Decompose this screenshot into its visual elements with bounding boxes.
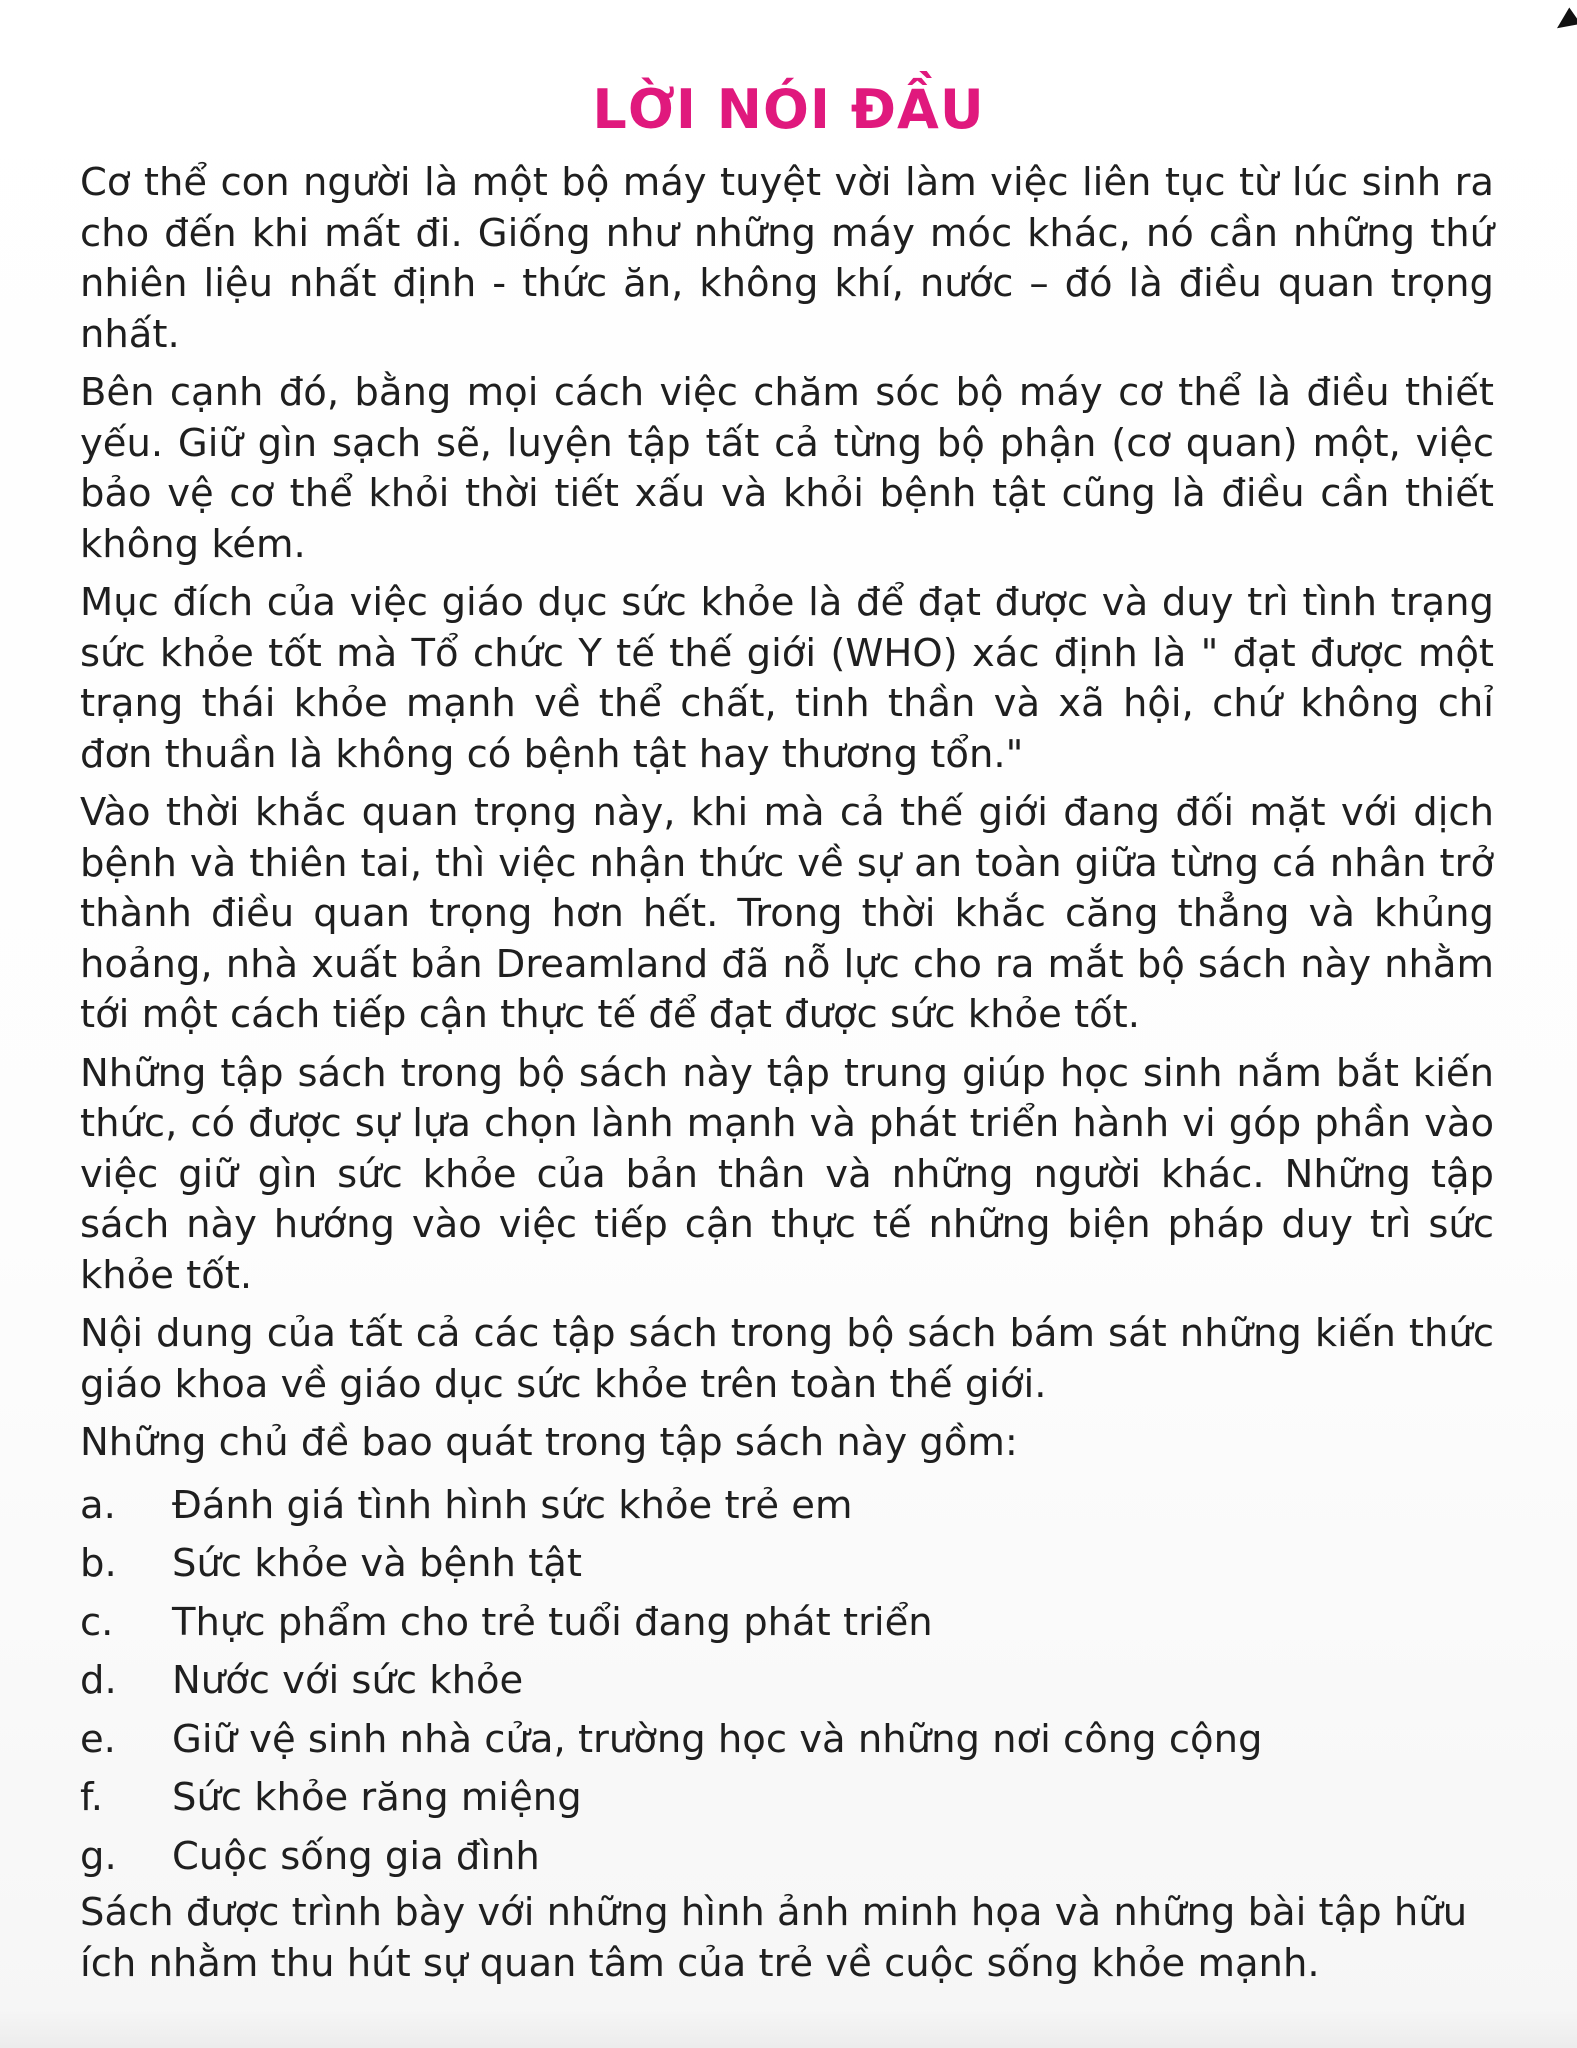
- list-marker: a.: [80, 1482, 116, 1528]
- list-item-text: Sức khỏe răng miệng: [172, 1775, 582, 1820]
- list-marker: e.: [80, 1716, 116, 1762]
- list-marker: f.: [80, 1775, 103, 1820]
- list-marker: d.: [80, 1658, 117, 1703]
- page-title: LỜI NÓI ĐẦU: [592, 78, 985, 141]
- list-marker: c.: [80, 1599, 114, 1645]
- paragraph-1: Cơ thể con người là một bộ máy tuyệt vời làm việc liên tục từ lúc sinh ra cho đến khi mất đi. Giống như những máy móc khác, nó cần những thứ nhiên liệu nhất định - thức ăn, không khí, nước – đó là điều quan trọng nhất.: [80, 160, 1494, 357]
- list-marker: b.: [80, 1541, 117, 1586]
- paragraph-2: Bên cạnh đó, bằng mọi cách việc chăm sóc bộ máy cơ thể là điều thiết yếu. Giữ gìn sạch sẽ, luyện tập tất cả từng bộ phận (cơ quan) một, việc bảo vệ cơ thể khỏi thời tiết xấu và khỏi bệnh tật cũng là điều cần thiết không kém.: [80, 370, 1494, 567]
- list-marker: g.: [80, 1833, 117, 1879]
- list-item: [80, 1769, 1494, 1828]
- paragraph-4: Vào thời khắc quan trọng này, khi mà cả thế giới đang đối mặt với dịch bệnh và thiên tai, thì việc nhận thức về sự an toàn giữa từng cá nhân trở thành điều quan trọng hơn hết. Trong thời khắc căng thẳng và khủng hoảng, nhà xuất bản Dreamland đã nỗ lực cho ra mắt bộ sách này nhằm tới một cách tiếp cận thực tế để đạt được sức khỏe tốt.: [80, 790, 1494, 1037]
- closing-paragraph: Sách được trình bày với những hình ảnh minh họa và những bài tập hữu ích nhằm thu hút sự quan tâm của trẻ về cuộc sống khỏe mạnh.: [80, 1890, 1468, 1986]
- list-item-text: Thực phẩm cho trẻ tuổi đang phát triển: [172, 1599, 933, 1645]
- preface-body: [80, 158, 1494, 1989]
- list-item: [80, 1477, 1494, 1536]
- topics-list: [80, 1477, 1494, 1887]
- list-item: [80, 1535, 1494, 1594]
- list-item-text: Cuộc sống gia đình: [172, 1833, 540, 1879]
- paragraph-3: Mục đích của việc giáo dục sức khỏe là để đạt được và duy trì tình trạng sức khỏe tốt mà Tổ chức Y tế thế giới (WHO) xác định là " đạt được một trạng thái khỏe mạnh về thể chất, tinh thần và xã hội, chứ không chỉ đơn thuần là không có bệnh tật hay thương tổn.": [80, 580, 1494, 777]
- list-item-text: Sức khỏe và bệnh tật: [172, 1541, 582, 1586]
- list-item: [80, 1594, 1494, 1653]
- list-item-text: Giữ vệ sinh nhà cửa, trường học và những nơi công cộng: [172, 1716, 1263, 1762]
- page-bottom-shadow: [0, 2008, 1577, 2048]
- list-item-text: Đánh giá tình hình sức khỏe trẻ em: [172, 1482, 853, 1528]
- list-item: [80, 1711, 1494, 1770]
- paragraph-6: Nội dung của tất cả các tập sách trong bộ sách bám sát những kiến thức giáo khoa về giáo dục sức khỏe trên toàn thế giới.: [80, 1311, 1494, 1407]
- list-item: [80, 1652, 1494, 1711]
- list-item-text: Nước với sức khỏe: [172, 1658, 524, 1703]
- paragraph-5: Những tập sách trong bộ sách này tập trung giúp học sinh nắm bắt kiến thức, có được sự lựa chọn lành mạnh và phát triển hành vi góp phần vào việc giữ gìn sức khỏe của bản thân và những người khác. Những tập sách này hướng vào việc tiếp cận thực tế những biện pháp duy trì sức khỏe tốt.: [80, 1050, 1494, 1298]
- page-corner-mark: [1551, 7, 1577, 36]
- topics-intro: Những chủ đề bao quát trong tập sách này gồm:: [80, 1420, 1018, 1465]
- list-item: [80, 1828, 1494, 1887]
